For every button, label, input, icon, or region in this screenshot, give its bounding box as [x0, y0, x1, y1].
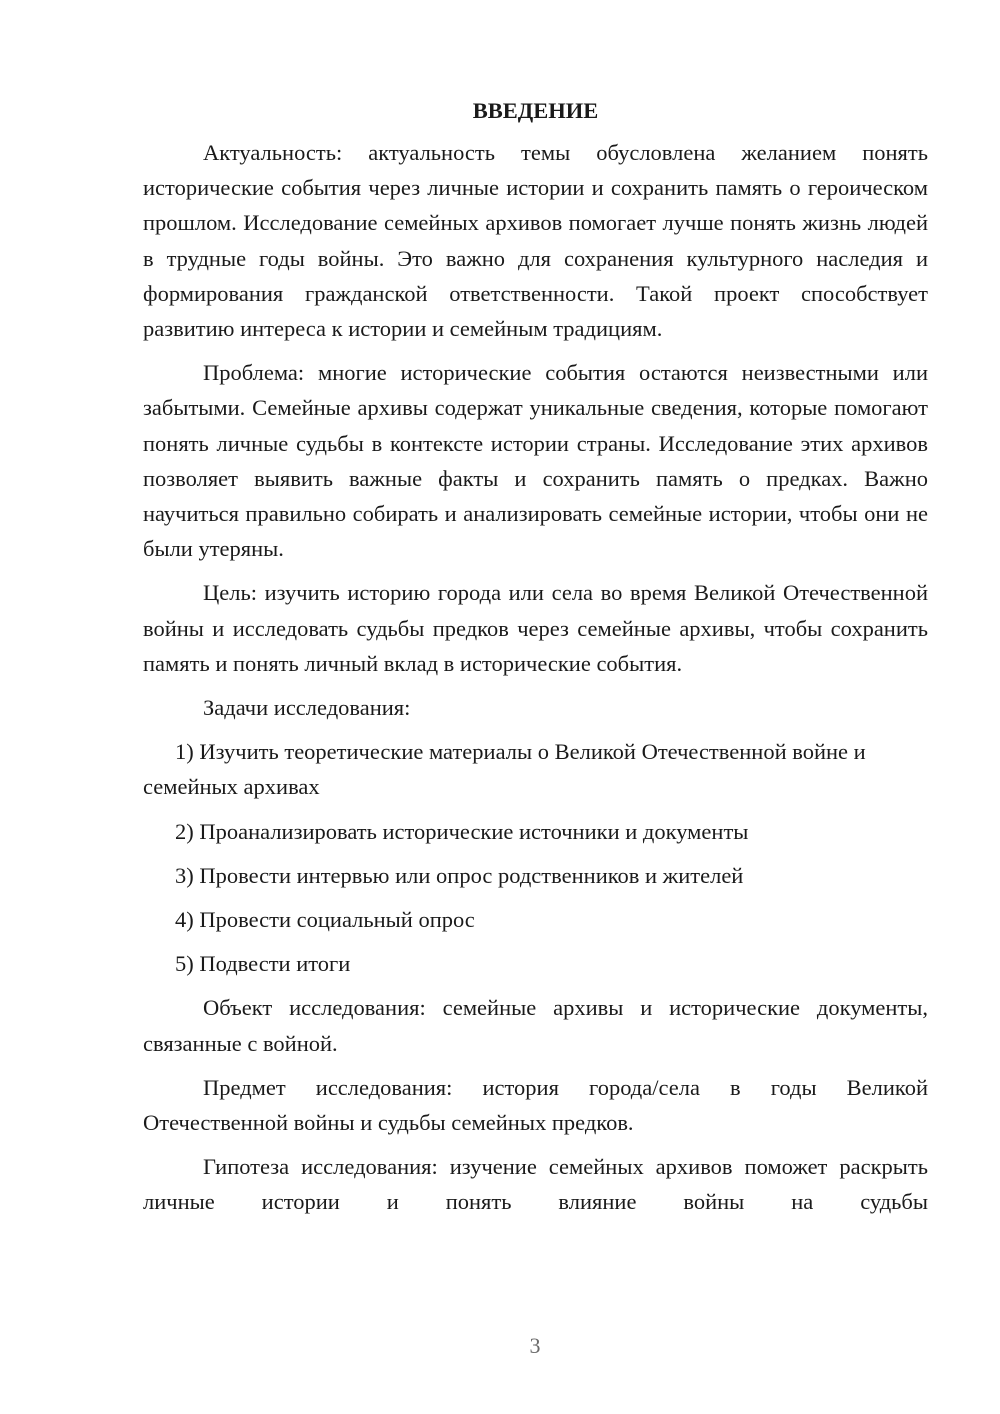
- task-item: 5) Подвести итоги: [175, 951, 351, 977]
- page-content: [143, 96, 928, 1229]
- task-item: 4) Провести социальный опрос: [175, 907, 475, 933]
- paragraph-goal: Цель: изучить историю города или села во время Великой Отечественной войны и исследовать судьбы предков через семейные архивы, чтобы сохранить память и понять личный вклад в исторические события.: [143, 580, 928, 676]
- task-item: 2) Проанализировать исторические источники и документы: [175, 818, 749, 844]
- paragraph-relevance: Актуальность: актуальность темы обусловлена желанием понять исторические события через личные истории и сохранить память о героическом прошлом. Исследование семейных архивов помогает лучше понять жизнь людей в трудные годы войны. Это важно для сохранения культурного наследия и формирования гражданской ответственности. Такой проект способствует развитию интереса к истории и семейным традициям.: [143, 140, 928, 342]
- task-item: 1) Изучить теоретические материалы о Великой Отечественной войне и семейных архивах: [143, 739, 866, 800]
- section-title: ВВЕДЕНИЕ: [472, 98, 599, 123]
- paragraph-subject: Предмет исследования: история города/села в годы Великой Отечественной войны и судьбы семейных предков.: [143, 1074, 928, 1136]
- paragraph-object: Объект исследования: семейные архивы и исторические документы, связанные с войной.: [143, 995, 928, 1056]
- paragraph-problem: Проблема: многие исторические события остаются неизвестными или забытыми. Семейные архивы содержат уникальные сведения, которые помогают понять личные судьбы в контексте истории страны. Исследование этих архивов позволяет выявить важные факты и сохранить память о предках. Важно научиться правильно собирать и анализировать семейные истории, чтобы они не были утеряны.: [143, 360, 928, 562]
- tasks-heading: Задачи исследования:: [203, 695, 411, 721]
- paragraph-hypothesis: Гипотеза исследования: изучение семейных архивов поможет раскрыть личные истории и понять влияние войны на судьбы: [143, 1154, 928, 1215]
- task-item: 3) Провести интервью или опрос родственников и жителей: [175, 862, 744, 888]
- page-number: 3: [529, 1333, 541, 1358]
